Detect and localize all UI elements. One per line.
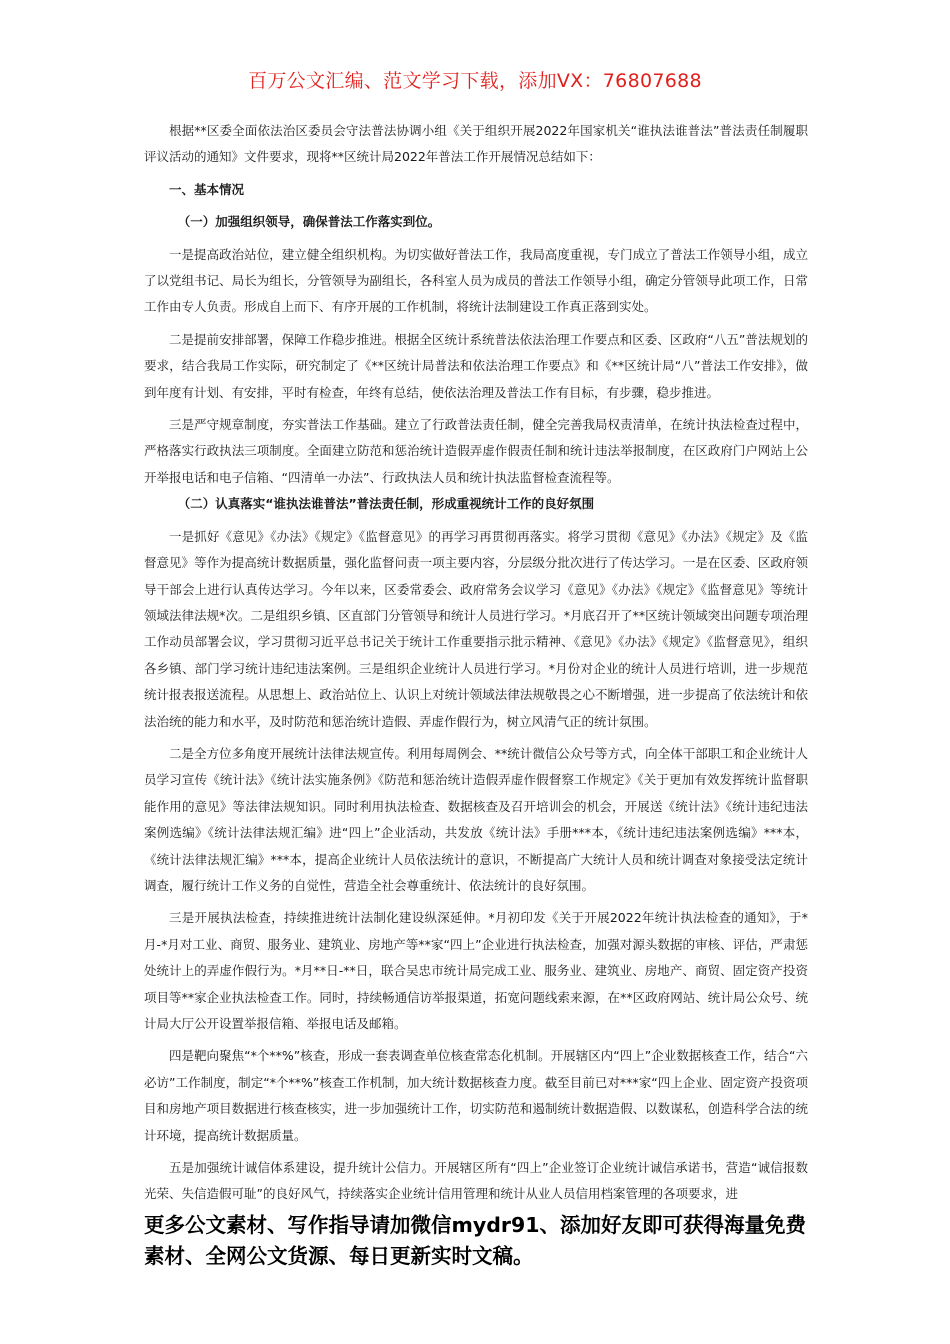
paragraph: 一是抓好《意见》《办法》《规定》《监督意见》的再学习再贯彻再落实。将学习贯彻《意见》《办法》《规定》及《监督意见》等作为提高统计数据质量，强化监督问责一项主要内容，分层级分批次进行了传达学习。一是在区委、区政府领导干部会上进行认真传达学习。今年以来，区委常委会、政府常务会议学习《意见》《办法》《规定》《监督意见》等统计领域法律法规*次。二是组织乡镇、区直部门分管领导和统计人员进行学习。*月底召开了**区统计领域突出问题专项治理工作动员部署会议，学习贯彻习近平总书记关于统计工作重要指示批示精神、《意见》《办法》《规定》《监督意见》，组织各乡镇、部门学习统计违纪违法案例。三是组织企业统计人员进行学习。*月份对企业的统计人员进行培训，进一步规范统计报表报送流程。从思想上、政治站位上、认识上对统计领域法律法规敬畏之心不断增强，进一步提高了依法统计和依法治统的能力和水平，及时防范和惩治统计造假、弄虚作假行为，树立风清气正的统计氛围。 <box>144 528 808 729</box>
section-heading: 一、基本情况 <box>169 181 245 197</box>
paragraph: 二是提前安排部署，保障工作稳步推进。根据全区统计系统普法依法治理工作要点和区委、区政府“八五”普法规划的要求，结合我局工作实际，研究制定了《**区统计局普法和依法治理工作要点》和《**区统计局“八”普法工作安排》，做到年度有计划、有安排，平时有检查，年终有总结，使依法治理及普法工作有目标，有步骤，稳步推进。 <box>144 331 808 400</box>
promo-banner: 百万公文汇编、范文学习下载，添加VX：76807688 <box>248 70 702 92</box>
paragraph: 二是全方位多角度开展统计法律法规宣传。利用每周例会、**统计微信公众号等方式，向全体干部职工和企业统计人员学习宣传《统计法》《统计法实施条例》《防范和惩治统计造假弄虚作假督察工作规定》《关于更加有效发挥统计监督职能作用的意见》等法律法规知识。同时利用执法检查、数据核查及召开培训会的机会，开展送《统计法》《统计违纪违法案例选编》《统计法律法规汇编》进“四上”企业活动，共发放《统计法》手册***本，《统计违纪违法案例选编》***本，《统计法律法规汇编》***本，提高企业统计人员依法统计的意识，不断提高广大统计人员和统计调查对象接受法定统计调查，履行统计工作义务的自觉性，营造全社会尊重统计、依法统计的良好氛围。 <box>144 745 808 893</box>
document-body <box>144 118 808 1208</box>
paragraph: 一是提高政治站位，建立健全组织机构。为切实做好普法工作，我局高度重视，专门成立了普法工作领导小组，成立了以党组书记、局长为组长，分管领导为副组长，各科室人员为成员的普法工作领导小组，确定分管领导此项工作，日常工作由专人负责。形成自上而下、有序开展的工作机制，将统计法制建设工作真正落到实处。 <box>144 246 808 315</box>
subsection-heading: （一）加强组织领导，确保普法工作落实到位。 <box>177 214 441 230</box>
subsection-heading: （二）认真落实“谁执法谁普法”普法责任制，形成重视统计工作的良好氛围 <box>177 496 595 512</box>
paragraph: 四是靶向聚焦“*个**%”核查，形成一套表调查单位核查常态化机制。开展辖区内“四上”企业数据核查工作，结合“六必访”工作制度，制定“*个**%”核查工作机制，加大统计数据核查力度。截至目前已对***家“四上企业、固定资产投资项目和房地产项目数据进行核查核实，进一步加强统计工作，切实防范和遏制统计数据造假、以数谋私，创造科学合法的统计环境，提高统计数据质量。 <box>144 1048 808 1143</box>
paragraph: 三是开展执法检查，持续推进统计法制化建设纵深延伸。*月初印发《关于开展2022年统计执法检查的通知》，于*月-*月对工业、商贸、服务业、建筑业、房地产等**家“四上”企业进行执法检查，加强对源头数据的审核、评估，严肃惩处统计上的弄虚作假行为。*月**日-**日，联合吴忠市统计局完成工业、服务业、建筑业、房地产、商贸、固定资产投资项目等**家企业执法检查工作。同时，持续畅通信访举报渠道，拓宽问题线索来源，在**区政府网站、统计局公众号、统计局大厅公开设置举报信箱、举报电话及邮箱。 <box>144 910 808 1031</box>
promo-footer: 更多公文素材、写作指导请加微信mydr91、添加好友即可获得海量免费素材、全网公文货源、每日更新实时文稿。 <box>144 1213 807 1268</box>
paragraph: 五是加强统计诚信体系建设，提升统计公信力。开展辖区所有“四上”企业签订企业统计诚信承诺书，营造“诚信报数光荣、失信造假可耻”的良好风气，持续落实企业统计信用管理和统计从业人员信用档案管理的各项要求，进 <box>144 1160 808 1202</box>
intro-paragraph: 根据**区委全面依法治区委员会守法普法协调小组《关于组织开展2022年国家机关“谁执法谁普法”普法责任制履职评议活动的通知》文件要求，现将**区统计局2022年普法工作开展情况总结如下： <box>144 123 808 165</box>
paragraph: 三是严守规章制度，夯实普法工作基础。建立了行政普法责任制，健全完善我局权责清单，在统计执法检查过程中，严格落实行政执法三项制度。全面建立防范和惩治统计造假弄虚作假责任制和统计违法举报制度，在区政府门户网站上公开举报电话和电子信箱、“四清单一办法”、行政执法人员和统计执法监督检查流程等。 <box>144 417 808 485</box>
